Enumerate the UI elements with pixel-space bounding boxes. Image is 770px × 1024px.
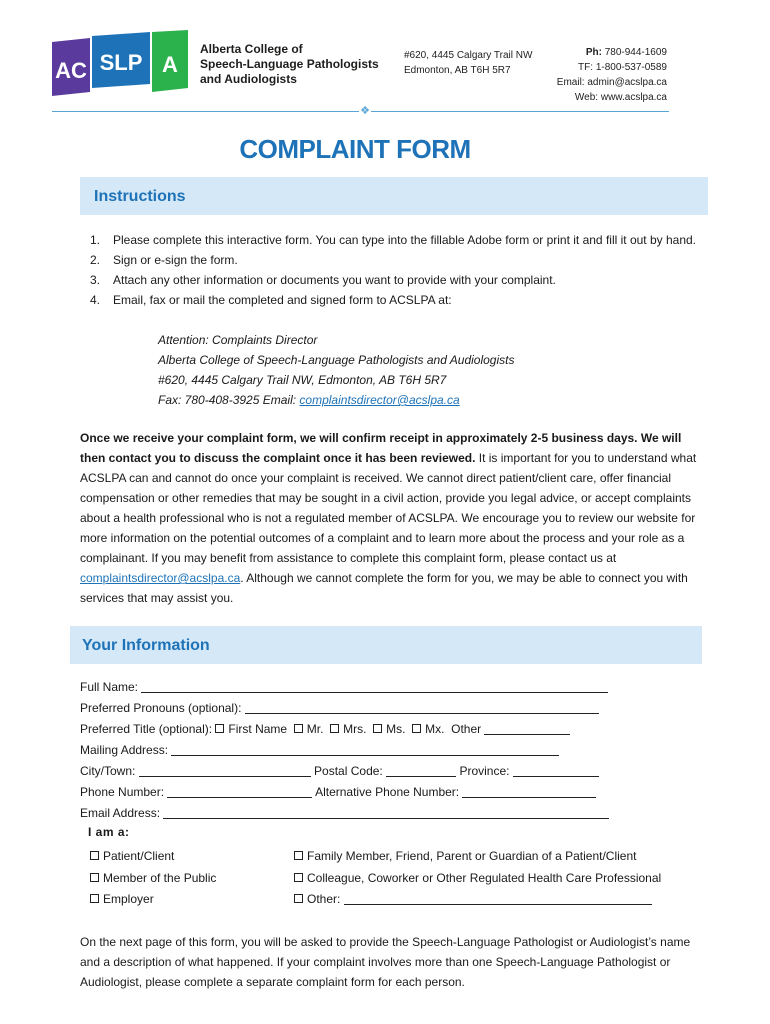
instructions-list [80, 230, 705, 310]
role-options-left [90, 846, 216, 911]
checkbox[interactable] [215, 724, 224, 733]
role-option-public[interactable]: Member of the Public [90, 868, 216, 890]
list-item: 3. Attach any other information or documents you want to provide with your complaint. [90, 273, 556, 287]
role-options-right [294, 846, 661, 911]
checkbox[interactable] [294, 894, 303, 903]
org-address: #620, 4445 Calgary Trail NW Edmonton, AB T6H 5R7 [404, 50, 533, 76]
closing-paragraph: On the next page of this form, you will be asked to provide the Speech-Language Pathologist or Audiologist’s name and a description of what happened. If your complaint involves more than one Speech-Language Pathologist or Audiologist, please complete a separate complaint form for each person. [80, 935, 691, 989]
checkbox[interactable] [90, 873, 99, 882]
full-name-field[interactable] [141, 678, 608, 693]
instructions-heading: Instructions [80, 177, 708, 215]
svg-text:A: A [162, 52, 178, 77]
complaints-email-link-2[interactable]: complaintsdirector@acslpa.ca [80, 571, 241, 585]
checkbox[interactable] [330, 724, 339, 733]
title-option-mr[interactable]: Mr. [294, 722, 324, 736]
checkbox[interactable] [90, 894, 99, 903]
list-item: 4. Email, fax or mail the completed and signed form to ACSLPA at: [90, 293, 452, 307]
org-contact: Ph: 780-944-1609 TF: 1-800-537-0589 Email: admin@acslpa.ca Web: www.acslpa.ca [556, 47, 667, 103]
mailing-address-field[interactable] [171, 741, 559, 756]
org-name: Alberta College of Speech-Language Pathologists and Audiologists [200, 42, 379, 86]
checkbox[interactable] [294, 851, 303, 860]
your-information-heading: Your Information [70, 626, 702, 664]
title-option-mrs[interactable]: Mrs. [330, 722, 366, 736]
complaints-email-link[interactable]: complaintsdirector@acslpa.ca [299, 393, 460, 407]
i-am-a-label: I am a: [88, 825, 130, 839]
page-title: COMPLAINT FORM [239, 134, 471, 164]
title-option-first-name[interactable]: First Name [215, 722, 287, 736]
role-option-colleague[interactable]: Colleague, Coworker or Other Regulated Health Care Professional [294, 868, 661, 890]
checkbox[interactable] [373, 724, 382, 733]
list-item: 2. Sign or e-sign the form. [90, 253, 238, 267]
acslpa-logo [52, 30, 192, 100]
svg-text:AC: AC [55, 58, 87, 83]
checkbox[interactable] [412, 724, 421, 733]
checkbox[interactable] [294, 873, 303, 882]
postal-code-field[interactable] [386, 762, 456, 777]
role-option-patient[interactable]: Patient/Client [90, 846, 216, 868]
list-item: 1. Please complete this interactive form. You can type into the fillable Adobe form or print it and fill it out by hand. [90, 233, 696, 247]
role-other-field[interactable] [344, 890, 652, 905]
email-field[interactable] [163, 804, 609, 819]
role-option-employer[interactable]: Employer [90, 889, 216, 911]
province-field[interactable] [513, 762, 599, 777]
pronouns-field[interactable] [245, 699, 599, 714]
divider-ornament-icon: ❖ [360, 105, 370, 117]
phone-field[interactable] [167, 783, 312, 798]
role-option-other[interactable]: Other: [294, 889, 661, 911]
title-other-field[interactable] [484, 720, 570, 735]
title-option-ms[interactable]: Ms. [373, 722, 405, 736]
city-field[interactable] [139, 762, 311, 777]
svg-text:SLP: SLP [99, 50, 143, 75]
mailing-address-block: Attention: Complaints Director Alberta College of Speech-Language Pathologists and Audiologists #620, 4445 Calgary Trail NW, Edmonton, AB T6H 5R7 Fax: 780-408-3925 Email: complaintsdirector@acslpa.ca [158, 333, 515, 407]
instructions-paragraph: Once we receive your complaint form, we will confirm receipt in approximately 2-5 business days. We will then contact you to discuss the complaint once it has been reviewed. It is important for you to understand what ACSLPA can and cannot do once your complaint is received. We cannot direct patient/client care, offer financial compensation or other remedies that may be sought in a civil action, provide you legal advice, or accept complaints about a health professional who is not a regulated member of ACSLPA. We encourage you to review our website for more information on the potential outcomes of a complaint and to learn more about the process and your role as a complainant. If you may benefit from assistance to complete this complaint form, please contact us at complaintsdirector@acslpa.ca. Although we cannot complete the form for you, we may be able to connect you with services that may assist you. [80, 431, 697, 605]
title-option-mx[interactable]: Mx. [412, 722, 444, 736]
checkbox[interactable] [294, 724, 303, 733]
role-option-family[interactable]: Family Member, Friend, Parent or Guardian of a Patient/Client [294, 846, 661, 868]
alt-phone-field[interactable] [462, 783, 596, 798]
checkbox[interactable] [90, 851, 99, 860]
